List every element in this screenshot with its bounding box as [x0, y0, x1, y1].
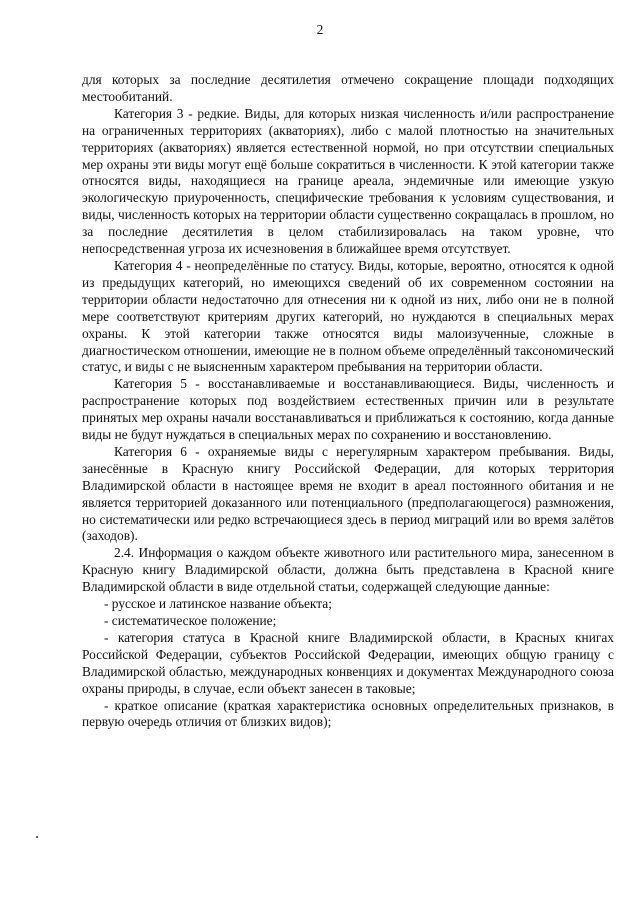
scan-speck: [36, 836, 38, 838]
paragraph-category-5: Категория 5 - восстанавливаемые и восстанавливающиеся. Виды, численность и распространение которых под воздействием естественных причин или в результате принятых мер охраны начали восстанавливаться и приближаться к состоянию, когда данные виды не будут нуждаться в специальных мерах по сохранению и восстановлению.: [82, 376, 614, 443]
list-item-description: - краткое описание (краткая характеристика основных определительных признаков, в первую очередь отличия от близких видов);: [82, 697, 614, 730]
list-item-systematic: - систематическое положение;: [104, 613, 277, 628]
document-body: [82, 72, 614, 731]
paragraph-category-6: Категория 6 - охраняемые виды с нерегулярным характером пребывания. Виды, занесённые в Красную книгу Российской Федерации, для которых территория Владимирской области в настоящее время не входит в ареал постоянного обитания и не является территорией доказанного или потенциального (предполагающегося) размножения, но систематически или редко встречающиеся здесь в период миграций или во время залётов (заходов).: [82, 443, 614, 544]
list-item-status: - категория статуса в Красной книге Владимирской области, в Красных книгах Российской Федерации, субъектов Российской Федерации, имеющих общую границу с Владимирской областью, международных конвенциях и документах Международного союза охраны природы, в случае, если объект занесен в таковые;: [82, 629, 614, 696]
paragraph-category-3: Категория 3 - редкие. Виды, для которых низкая численность и/или распространение на ограниченных территориях (акваториях), либо с малой плотностью на значительных территориях (акваториях) является естественной нормой, но при отсутствии специальных мер охраны эти виды могут ещё больше сократиться в численности. К этой категории также относятся виды, находящиеся на границе ареала, эндемичные или имеющие узкую экологическую приуроченность, специфические требования к условиям существования, и виды, численность которых на территории области существенно сокращалась в прошлом, но за последние десятилетия в целом стабилизировалась на таком уровне, что непосредственная угроза их исчезновения в ближайшее время отсутствует.: [82, 105, 614, 257]
paragraph-section-2-4: 2.4. Информация о каждом объекте животного или растительного мира, занесенном в Красную книгу Владимирской области, должна быть представлена в Красной книге Владимирской области в виде отдельной статьи, содержащей следующие данные:: [82, 545, 614, 595]
paragraph-category-4: Категория 4 - неопределённые по статусу. Виды, которые, вероятно, относятся к одной из предыдущих категорий, но имеющихся сведений об их современном состоянии на территории области недостаточно для отнесения ни к одной из них, либо они не в полной мере соответствуют критериям других категорий, но нуждаются в специальных мерах охраны. К этой категории также относятся виды малоизученные, сложные в диагностическом отношении, имеющие не в полном объеме определённый таксономический статус, и виды с не выясненным характером пребывания на территории области.: [82, 257, 614, 375]
list-item-name: - русское и латинское название объекта;: [104, 596, 332, 612]
paragraph-continuation: для которых за последние десятилетия отмечено сокращение площади подходящих местообитаний.: [82, 72, 614, 104]
page-number: 2: [316, 22, 324, 37]
